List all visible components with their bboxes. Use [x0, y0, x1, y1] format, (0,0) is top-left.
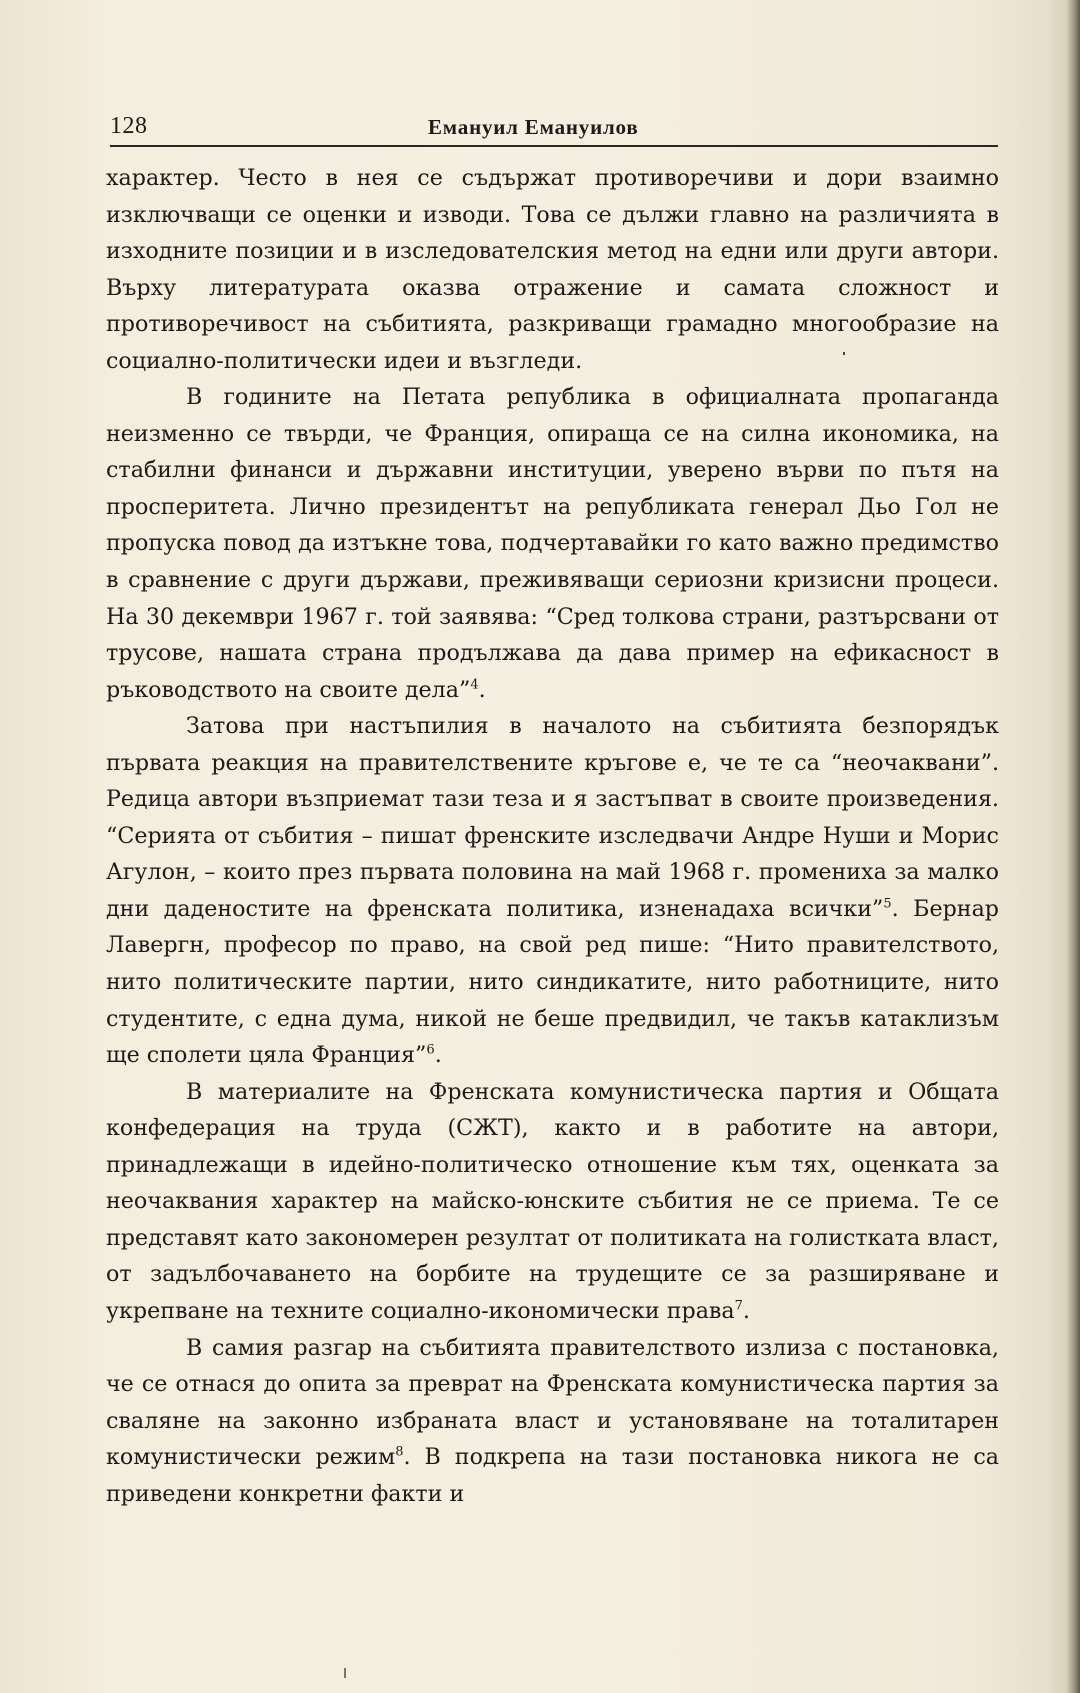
paragraph-3-tail2: .: [434, 1042, 442, 1069]
footnote-ref-5: 5: [883, 896, 892, 912]
paragraph-3-text: Затова при настъпилия в началото на събитията безпорядък първата реакция на правителствените кръгове е, че те са “неочаквани”. Редица автори възприемат тази теза и я застъпват в своите произведения. “Серията от събития – пишат френските изследвачи Андре Нуши и Морис Агулон, – които през първата половина на май 1968 г. промениха за малко дни даденостите на френската политика, изненадаха всички”: [106, 713, 999, 922]
running-head-author: Емануил Емануилов: [428, 115, 639, 139]
paragraph-2-tail: .: [478, 676, 486, 703]
page-edge-shadow: [1066, 0, 1080, 1693]
body-text: [106, 160, 999, 1512]
paragraph-4-tail: .: [742, 1297, 750, 1324]
footnote-ref-8: 8: [395, 1444, 404, 1460]
paragraph-3: [106, 708, 999, 1073]
page-number: 128: [110, 113, 148, 139]
paragraph-1: [106, 160, 999, 379]
paragraph-2-text: В годините на Петата република в официалната пропаганда неизменно се твърди, че Франция, опираща се на силна икономика, на стабилни финанси и държавни институции, уверено върви по пътя на просперитета. Лично президентът на републиката генерал Дьо Гол не пропуска повод да изтъкне това, подчертавайки го като важно предимство в сравнение с други държави, преживяващи сериозни кризисни процеси. На 30 декември 1967 г. той заявява: “Сред толкова страни, разтърсвани от трусове, нашата страна продължава да дава пример на ефикасност в ръководството на своите дела”: [106, 384, 999, 703]
print-speck-bottom: [344, 1668, 346, 1678]
paragraph-5: [106, 1330, 999, 1513]
print-speck: [843, 352, 845, 355]
footnote-ref-7: 7: [734, 1298, 743, 1314]
paragraph-5-tail: . В подкрепа на тази постановка никога не са приведени конкретни факти и: [106, 1444, 999, 1507]
paragraph-4: [106, 1074, 999, 1330]
footnote-ref-6: 6: [426, 1042, 435, 1058]
paragraph-3-tail: . Бернар Лавергн, професор по право, на свой ред пише: “Нито правителството, нито политическите партии, нито синдикатите, нито работниците, нито студентите, с една дума, никой не беше предвидил, че такъв катаклизъм ще сполети цяла Франция”: [106, 895, 999, 1069]
paragraph-2: [106, 379, 999, 708]
paragraph-5-text: В самия разгар на събитията правителството излиза с постановка, че се отнася до опита за преврат на Френската комунистическа партия за сваляне на законно избраната власт и установяване на тоталитарен комунистически режим: [106, 1334, 999, 1471]
paragraph-1-text: характер. Често в нея се съдържат противоречиви и дори взаимно изключващи се оценки и изводи. Това се дължи главно на различията в изходните позиции и в изследователския метод на едни или други автори. Върху литературата оказва отражение и самата сложност и противоречивост на събитията, разкриващи грамадно многообразие на социално-политически идеи и възгледи.: [106, 165, 999, 374]
paragraph-4-text: В материалите на Френската комунистическа партия и Общата конфедерация на труда (СЖТ), както и в работите на автори, принадлежащи в идейно-политическо отношение към тях, оценката за неочаквания характер на майско-юнските събития не се приема. Те се представят като закономерен резултат от политиката на голистката власт, от задълбочаването на борбите на трудещите се за разширяване и укрепване на техните социално-икономически права: [106, 1078, 999, 1324]
running-header: [110, 111, 998, 147]
footnote-ref-4: 4: [470, 677, 479, 693]
